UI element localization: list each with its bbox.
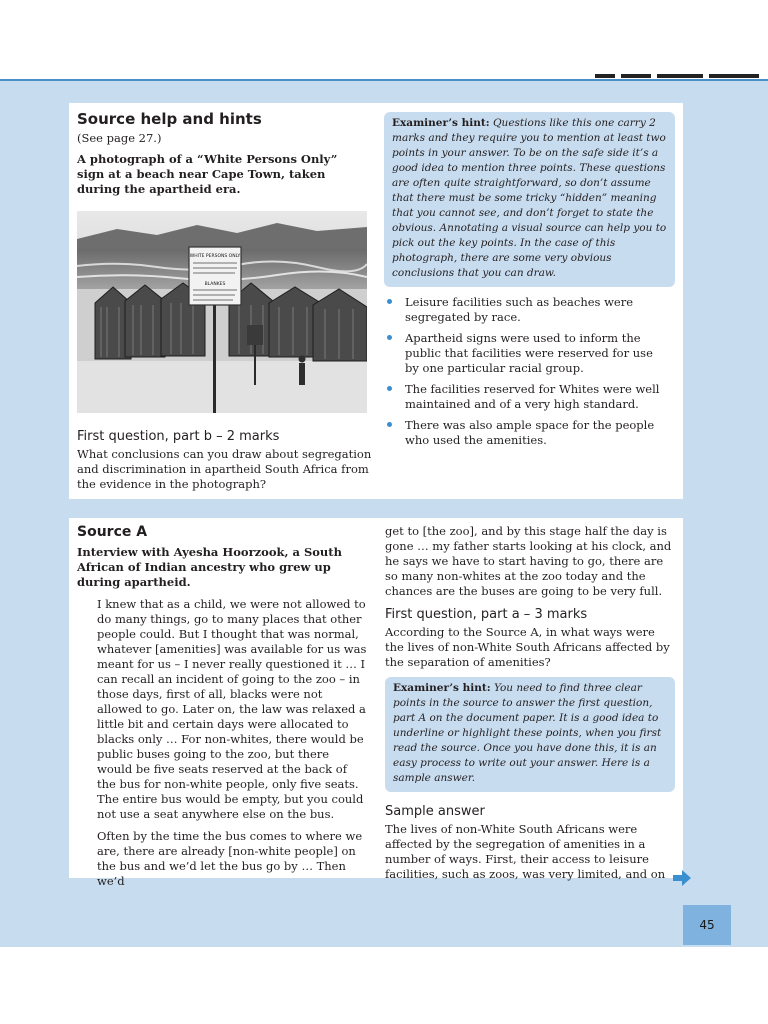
header-decoration (595, 74, 768, 80)
examiner-hint-box-top (384, 112, 675, 287)
question-a-heading: First question, part a – 3 marks (385, 607, 588, 622)
source-a-card (69, 518, 683, 888)
beach-photograph (77, 211, 367, 413)
hint-label: Examiner’s hint: (392, 117, 490, 129)
sample-answer-text: The lives of non-White South Africans were affected by the segregation of amenities in a number of ways. First, their access to leisure facilities, such as zoos, was very limited, and on (385, 822, 666, 881)
hint-text: You need to find three clear points in the source to answer the first question, part A on the document paper. It is a good idea to underline or highlight these points, when you first read the source. Once you have done this, it is an easy process to write out your answer. Here is a sample answer. (393, 682, 662, 784)
examiner-hint-box-bottom (385, 677, 675, 792)
continue-arrow-icon (673, 870, 691, 886)
bullet-icon (387, 422, 392, 427)
hint-label: Examiner’s hint: (393, 682, 491, 694)
list-item: Leisure facilities such as beaches were segregated by race. (385, 295, 665, 325)
answer-bullet-list (385, 295, 665, 454)
list-item: There was also ample space for the people who used the amenities. (385, 418, 665, 448)
interview-quote-continued: get to [the zoo], and by this stage half the day is gone … my father starts looking at his clock, and he says we have to start having to go, there are so many non-whites at the zoo today and the chances are the buses are going to be very full. (385, 524, 672, 598)
source-a-caption: Interview with Ayesha Hoorzook, a South African of Indian ancestry who grew up during apartheid. (77, 545, 342, 589)
sample-answer-heading: Sample answer (385, 804, 485, 819)
interview-quote-paragraph-2: Often by the time the bus comes to where we are, there are already [non-white people] on the bus and we’d let the bus go by … Then we’d (97, 829, 363, 888)
bullet-icon (387, 386, 392, 391)
question-b-text: What conclusions can you draw about segregation and discrimination in apartheid South Africa from the evidence in the photograph? (77, 447, 372, 491)
question-b-heading: First question, part b – 2 marks (77, 429, 280, 444)
see-page-reference: (See page 27.) (77, 131, 162, 145)
page-number: 45 (683, 905, 731, 945)
source-help-card (69, 103, 683, 499)
section-title: Source help and hints (77, 110, 262, 128)
question-a-text: According to the Source A, in what ways were the lives of non-White South Africans affected by the separation of amenities? (385, 625, 670, 669)
sign-line-1: WHITE PERSONS ONLY (189, 254, 241, 259)
bullet-icon (387, 335, 392, 340)
bullet-icon (387, 299, 392, 304)
photo-caption: A photograph of a “White Persons Only” sign at a beach near Cape Town, taken during the apartheid era. (77, 152, 338, 196)
list-item: Apartheid signs were used to inform the public that facilities were reserved for use by one particular racial group. (385, 331, 665, 376)
interview-quote-paragraph-1: I knew that as a child, we were not allowed to do many things, go to many places that other people could. But I thought that was normal, whatever [amenities] was available for us was meant for us – I never really questioned it … I can recall an incident of going to the zoo – in those days, first of all, blacks were not allowed to go. Later on, the law was relaxed a little bit and certain days were allocated to blacks only … For non-whites, there would be public buses going to the zoo, but there would be five seats reserved at the back of the bus for non-white people, only five seats. The entire bus would be empty, but you could not use a seat anywhere else on the bus. (97, 597, 367, 821)
sign-line-2: BLANKES (204, 282, 226, 287)
list-item: The facilities reserved for Whites were well maintained and of a very high standard. (385, 382, 665, 412)
hint-text: Questions like this one carry 2 marks and they require you to mention at least two points in your answer. To be on the safe side it’s a good idea to mention three points. These questions are often quite straightforward, so don’t assume that there must be some tricky “hidden” meaning that you cannot see, and don’t forget to state the obvious. Annotating a visual source can help you to pick out the key points. In the case of this photograph, there are some very obvious conclusions that you can draw. (392, 117, 667, 279)
source-a-title: Source A (77, 524, 148, 540)
